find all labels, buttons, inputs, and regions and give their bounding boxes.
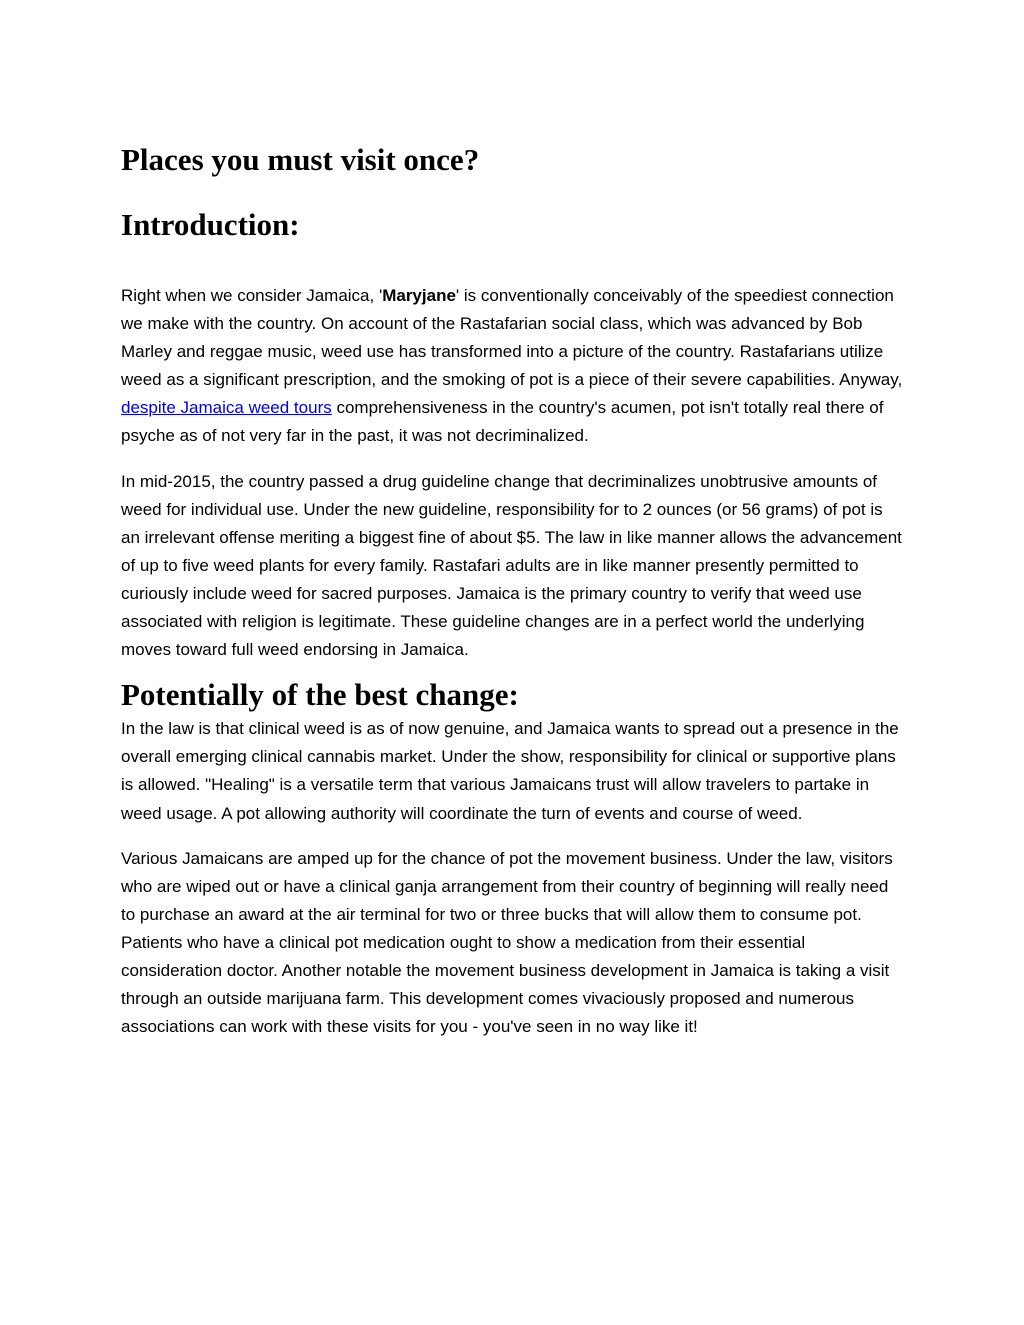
intro-paragraph-2: In mid-2015, the country passed a drug guideline change that decriminalizes unobtrusive amounts of weed for individual use. Under the new guideline, responsibility for to 2 ounces (or 56 grams) of pot is an irrelevant offense meriting a biggest fine of about $5. The law in like manner allows the advancement of up to five weed plants for every family. Rastafari adults are in like manner presently permitted to curiously include weed for sacred purposes. Jamaica is the primary country to verify that weed use associated with religion is legitimate. These guideline changes are in a perfect world the underlying moves toward full weed endorsing in Jamaica.: [121, 471, 902, 660]
best-change-paragraph-2: Various Jamaicans are amped up for the chance of pot the movement business. Under the law, visitors who are wiped out or have a clinical ganja arrangement from their country of beginning will really need to purchase an award at the air terminal for two or three bucks that will allow them to consume pot. Patients who have a clinical pot medication ought to show a medication from their essential consideration doctor. Another notable the movement business development in Jamaica is taking a visit through an outside marijuana farm. This development comes vivaciously proposed and numerous associations can work with these visits for you - you've seen in no way like it!: [121, 848, 893, 1037]
best-change-heading: Potentially of the best change:: [121, 677, 519, 713]
document-title: Places you must visit once?: [121, 142, 480, 177]
introduction-heading: Introduction:: [121, 207, 300, 242]
document-content: [121, 140, 906, 1041]
best-change-paragraph-1: In the law is that clinical weed is as of now genuine, and Jamaica wants to spread out a presence in the overall emerging clinical cannabis market. Under the show, responsibility for clinical or supportive plans is allowed. "Healing" is a versatile term that various Jamaicans trust will allow travelers to partake in weed usage. A pot allowing authority will coordinate the turn of events and course of weed.: [121, 719, 899, 823]
bold-term-maryjane: Maryjane: [382, 286, 456, 305]
intro-paragraph-1: [121, 282, 906, 451]
jamaica-weed-tours-link[interactable]: despite Jamaica weed tours: [121, 398, 332, 418]
paragraph-text: ' is conventionally conceivably of the speediest connection we make with the country. On account of the Rastafarian social class, which was advanced by Bob Marley and reggae music, weed use has transformed into a picture of the country. Rastafarians utilize weed as a significant prescription, and the smoking of pot is a piece of their severe capabilities. Anyway,: [121, 286, 903, 390]
paragraph-text: Right when we consider Jamaica, ': [121, 286, 383, 305]
paragraph-text: comprehensiveness in the country's acumen, pot isn't totally real there of psyche as of not very far in the past, it was not decriminalized.: [121, 398, 884, 446]
